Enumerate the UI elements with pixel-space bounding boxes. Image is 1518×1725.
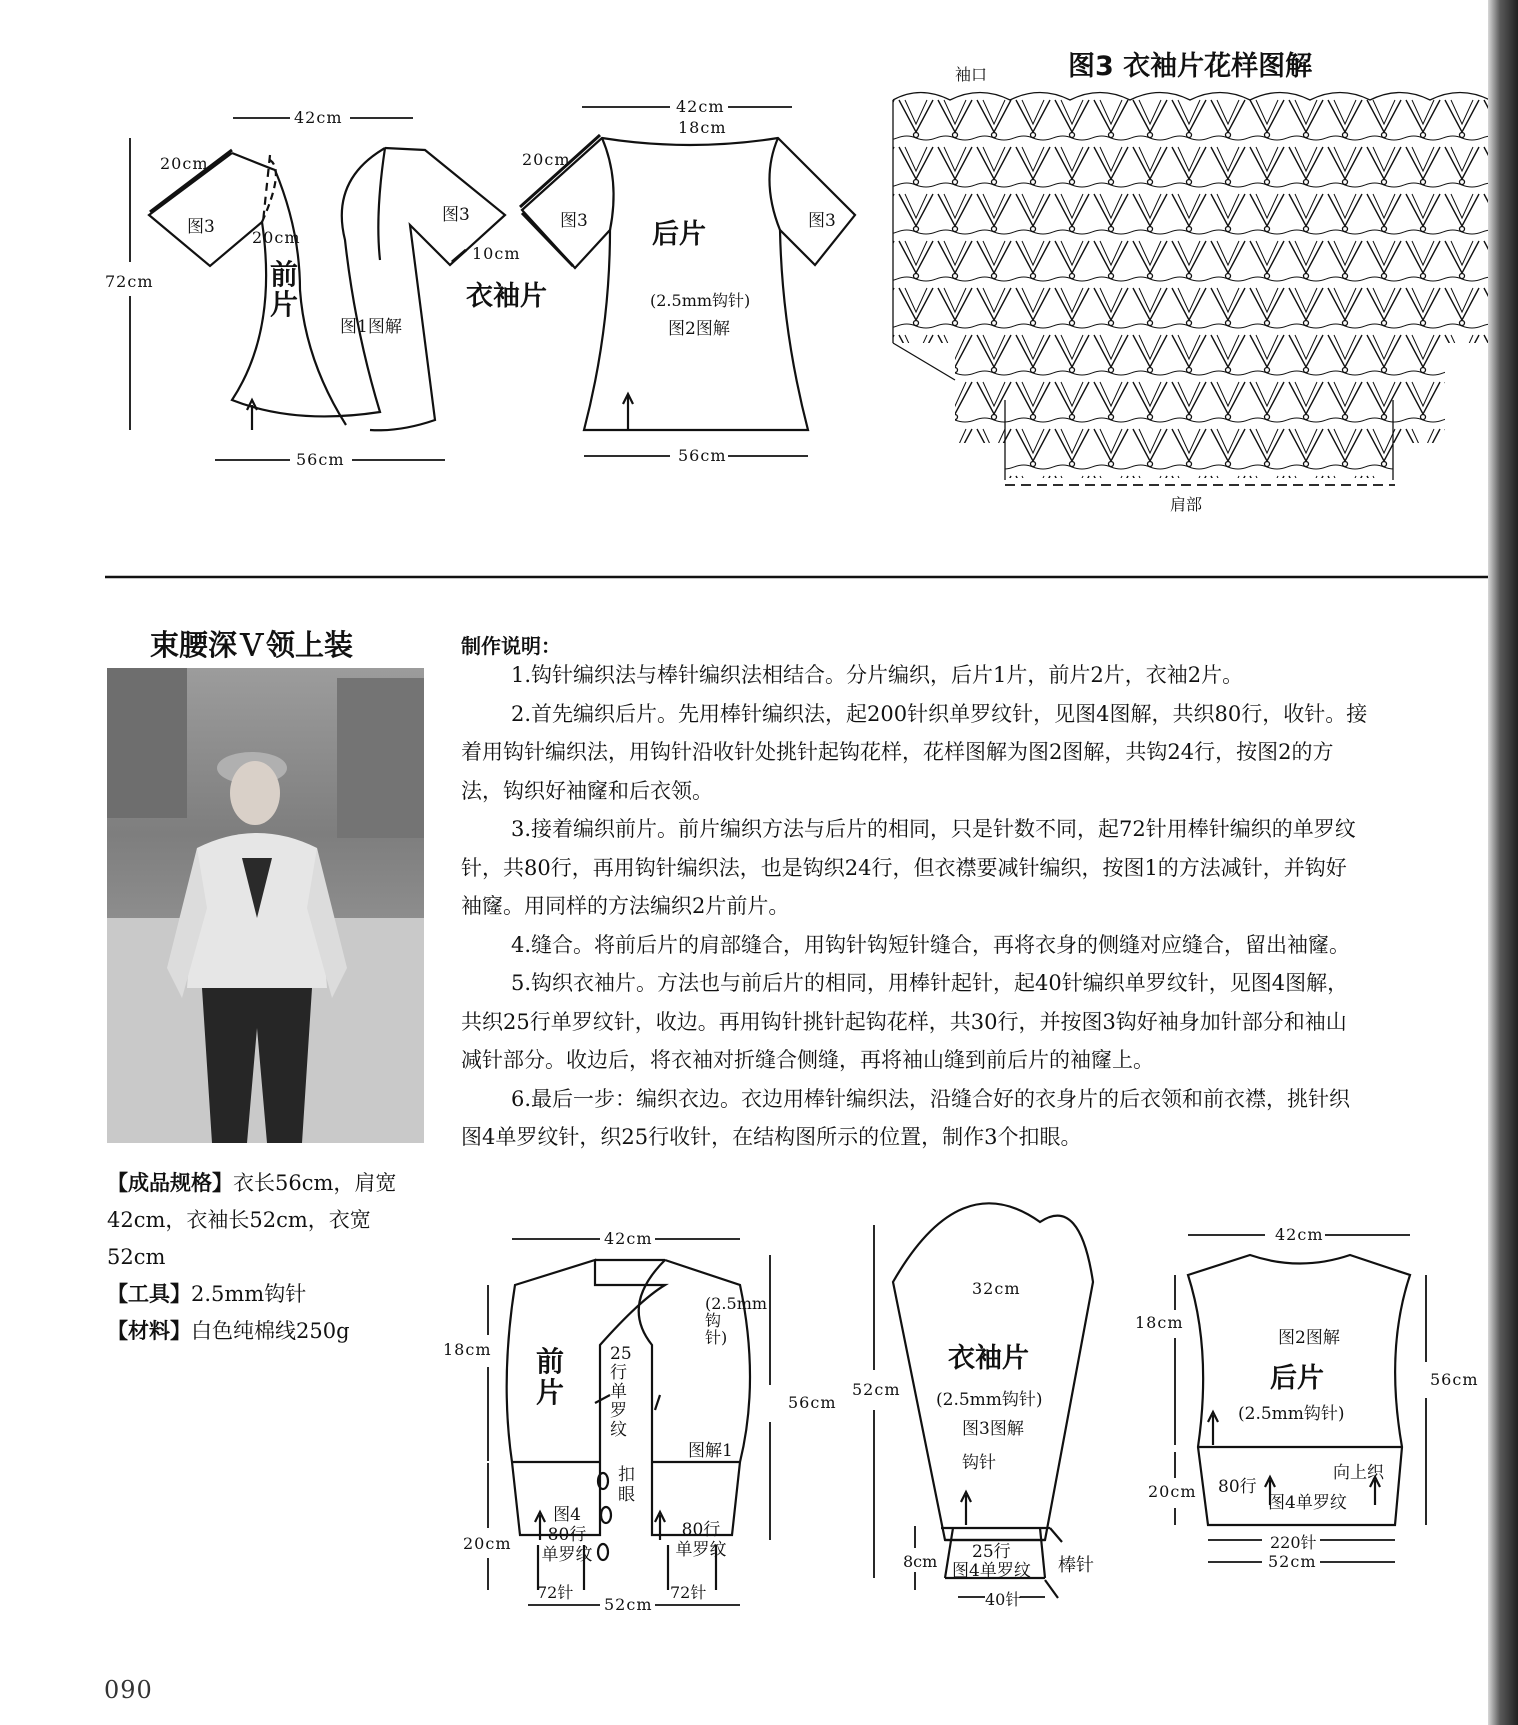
bottom-back-stitches: 220针 <box>1270 1533 1317 1552</box>
product-specs <box>107 1165 437 1350</box>
bottom-sleeve-diagram-ref: 图3图解 <box>962 1419 1024 1439</box>
bottom-front-bottom-width: 52cm <box>604 1595 653 1614</box>
top-front-length: 72cm <box>105 272 154 291</box>
bottom-front-rib-right <box>668 1520 734 1560</box>
bottom-front-stitches-right: 72针 <box>670 1583 707 1602</box>
spec-size-line-2: 42cm，衣袖长52cm，衣宽 <box>107 1208 371 1232</box>
bottom-front-hook: (2.5mm钩针) <box>705 1294 768 1347</box>
instruction-line: 着用钩针编织法，用钩针沿收针处挑针起钩花样，花样图解为图2图解，共钩24行，按图2的方 <box>461 740 1334 764</box>
spec-size-line-1: 衣长56cm，肩宽 <box>233 1171 397 1195</box>
spec-size-line-3: 52cm <box>107 1245 166 1269</box>
shoulder-label: 肩部 <box>1170 495 1203 514</box>
bottom-sleeve-stitches: 40针 <box>985 1590 1022 1609</box>
bottom-front-width: 42cm <box>604 1229 653 1248</box>
instruction-line: 减针部分。收边后，将衣袖对折缝合侧缝，再将袖山缝到前后片的袖窿上。 <box>461 1048 1154 1072</box>
top-front-sleeve-label: 图3 <box>187 217 215 237</box>
bottom-front-piece-label: 前片 <box>536 1345 565 1409</box>
bottom-front-band-rows: 25行单罗纹 <box>610 1344 632 1440</box>
top-back-sleeve-edge: 20cm <box>522 150 571 169</box>
top-back-sleeve-cuff: 10cm <box>472 244 521 263</box>
spec-tool-label: 【工具】 <box>107 1282 191 1306</box>
bottom-front-stitches-left: 72针 <box>537 1583 574 1602</box>
spec-material-value: 白色纯棉线250g <box>191 1319 350 1343</box>
top-back-bottom: 56cm <box>678 446 727 465</box>
top-front-diagram-ref: 图1图解 <box>340 317 402 337</box>
bottom-back-width: 42cm <box>1275 1225 1324 1244</box>
top-back-sleeve-label-right: 图3 <box>808 211 836 231</box>
spec-tool-value: 2.5mm钩针 <box>191 1282 307 1306</box>
top-front-sleeve-edge: 20cm <box>160 154 209 173</box>
bottom-sleeve-cuff-rows: 25行 <box>972 1542 1011 1562</box>
instruction-line: 图4单罗纹针，织25行收针，在结构图所示的位置，制作3个扣眼。 <box>461 1125 1082 1149</box>
pattern-chart-title: 图3 衣袖片花样图解 <box>1068 51 1313 82</box>
bottom-back-upper-height: 18cm <box>1135 1313 1184 1332</box>
spec-size-label: 【成品规格】 <box>107 1171 233 1195</box>
instruction-line: 法，钩织好袖窿和后衣领。 <box>461 778 713 803</box>
bottom-sleeve-knit: 棒针 <box>1058 1555 1094 1576</box>
bottom-front-total-height: 56cm <box>788 1393 837 1412</box>
bottom-back-piece-label: 后片 <box>1270 1363 1324 1394</box>
top-front-inner-edge: 20cm <box>252 228 301 247</box>
bottom-back-rows: 80行 <box>1218 1477 1257 1497</box>
rib-left-line: 80行 <box>547 1525 587 1545</box>
top-back-hook: (2.5mm钩针) <box>650 291 751 310</box>
instructions-body <box>461 656 1491 1157</box>
model-photo <box>107 668 424 1143</box>
bottom-back-diagram-ref: 图2图解 <box>1278 1328 1340 1348</box>
instruction-line: 针，共80行，再用钩针编织法，也是钩织24行，但衣襟要减针编织，按图1的方法减针，并钩好 <box>461 855 1347 880</box>
top-back-piece-outline <box>522 138 855 430</box>
bottom-back-knit-up: 向上织 <box>1333 1463 1384 1483</box>
bottom-sleeve-cuff-height: 8cm <box>903 1552 938 1571</box>
bottom-back-bottom-width: 52cm <box>1268 1552 1317 1571</box>
top-front-bottom: 56cm <box>296 450 345 469</box>
instruction-line: 4.缝合。将前后片的肩部缝合，用钩针钩短针缝合，再将衣身的侧缝对应缝合，留出袖窿。 <box>511 932 1351 957</box>
rib-right-line: 80行 <box>681 1520 721 1540</box>
top-back-diagram-ref: 图2图解 <box>668 319 730 339</box>
page-binding-edge <box>1488 0 1518 1725</box>
bottom-sleeve-top-width: 32cm <box>972 1279 1021 1298</box>
top-front-sleeve-label-right: 图3 <box>442 205 470 225</box>
top-front-piece-outline <box>149 148 505 430</box>
rib-right-line: 单罗纹 <box>675 1540 727 1560</box>
bottom-back-lower-height: 20cm <box>1148 1482 1197 1501</box>
instruction-line: 1.钩针编织法与棒针编织法相结合。分片编织，后片1片，前片2片，衣袖2片。 <box>511 663 1244 687</box>
top-sleeve-caption: 衣袖片 <box>466 281 547 312</box>
page-number: 090 <box>104 1676 153 1704</box>
top-front-piece-label: 前片 <box>270 258 299 321</box>
instructions-heading: 制作说明： <box>461 634 561 658</box>
bottom-sleeve-hook: (2.5mm钩针) <box>936 1390 1043 1410</box>
instruction-line: 袖窿。用同样的方法编织2片前片。 <box>461 894 790 918</box>
bottom-back-total-height: 56cm <box>1430 1370 1479 1389</box>
top-front-shoulder-width: 42cm <box>294 108 343 127</box>
rib-left-line: 图4 <box>553 1505 581 1525</box>
instruction-line: 2.首先编织后片。先用棒针编织法，起200针织单罗纹针，见图4图解，共织80行，收针。接 <box>511 701 1368 726</box>
bottom-back-hook: (2.5mm钩针) <box>1238 1404 1345 1424</box>
top-back-piece-label: 后片 <box>652 219 706 250</box>
bottom-sleeve-piece-label: 衣袖片 <box>948 1343 1029 1374</box>
spec-material-label: 【材料】 <box>107 1319 191 1343</box>
bottom-front-upper-height: 18cm <box>443 1340 492 1359</box>
model-photo-illustration <box>107 668 424 1143</box>
bottom-sleeve-crochet: 钩针 <box>962 1453 996 1473</box>
sleeve-cuff-label: 袖口 <box>955 65 988 84</box>
rib-left-line: 单罗纹 <box>541 1545 593 1565</box>
instruction-line: 共织25行单罗纹针，收边。再用钩针挑针起钩花样，共30行，并按图3钩好袖身加针部分和袖山 <box>461 1009 1347 1034</box>
top-back-sleeve-label: 图3 <box>560 211 588 231</box>
crochet-pattern-chart <box>893 93 1498 481</box>
instruction-line: 5.钩织衣袖片。方法也与前后片的相同，用棒针起针，起40针编织单罗纹针，见图4图解， <box>511 971 1349 995</box>
bottom-front-lower-height: 20cm <box>463 1534 512 1553</box>
bottom-back-rib: 图4单罗纹 <box>1268 1493 1347 1513</box>
bottom-sleeve-length: 52cm <box>852 1380 901 1399</box>
instruction-line: 3.接着编织前片。前片编织方法与后片的相同，只是针数不同，起72针用棒针编织的单罗纹 <box>511 817 1356 841</box>
instruction-line: 6.最后一步：编织衣边。衣边用棒针编织法，沿缝合好的衣身片的后衣领和前衣襟，挑针织 <box>511 1086 1351 1111</box>
bottom-front-diagram-ref: 图解1 <box>688 1441 733 1461</box>
bottom-front-rib-left <box>540 1505 594 1565</box>
top-back-neck: 18cm <box>678 118 727 137</box>
section-title: 束腰深Ｖ领上装 <box>150 628 354 662</box>
bottom-sleeve-cuff-pattern: 图4单罗纹 <box>952 1561 1031 1581</box>
bottom-front-buttonhole: 扣眼 <box>618 1465 635 1505</box>
top-back-shoulder-width: 42cm <box>676 97 725 116</box>
